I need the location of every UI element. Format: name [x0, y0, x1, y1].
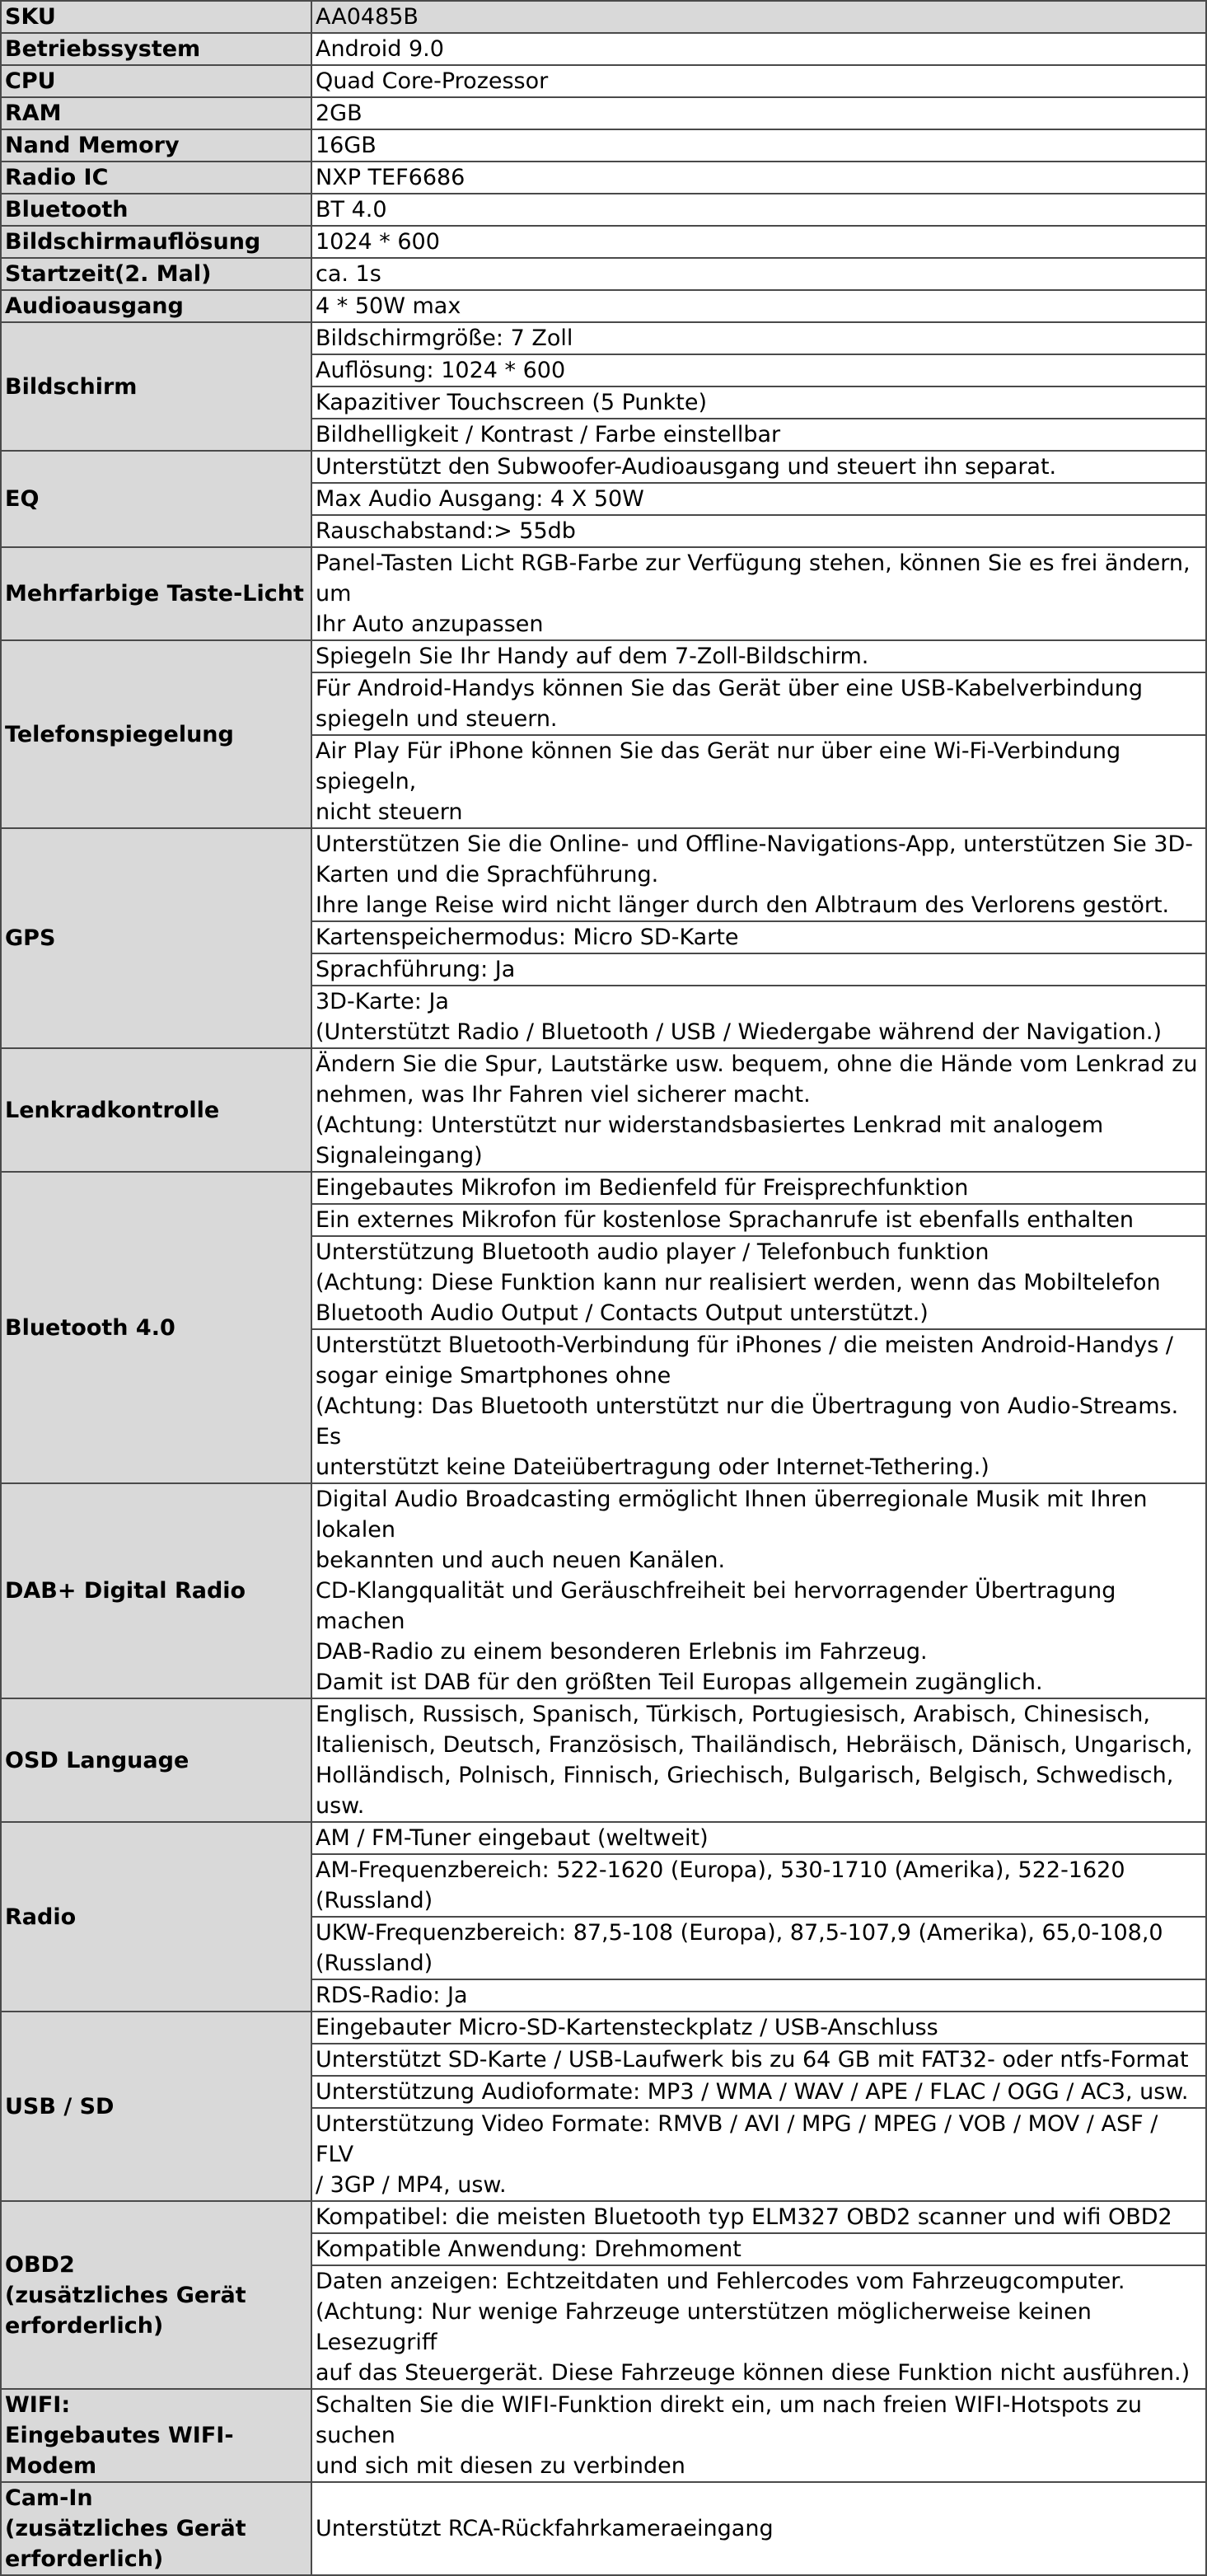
spec-value-line: 1024 * 600 [316, 229, 440, 255]
spec-value [311, 2044, 1206, 2076]
spec-label-text: RAM [5, 101, 62, 126]
spec-value-line: unterstützt keine Dateiübertragung oder Internet-Tethering.) [316, 1454, 989, 1480]
spec-label-text: USB / SD [5, 2093, 115, 2119]
spec-row [1, 194, 1206, 226]
spec-label [1, 2482, 311, 2575]
spec-value [311, 194, 1206, 226]
spec-value-line: Eingebautes Mikrofon im Bedienfeld für Freisprechfunktion [316, 1175, 969, 1201]
spec-table-body [1, 1, 1206, 2575]
spec-value-line: auf das Steuergerät. Diese Fahrzeuge können diese Funktion nicht ausführen.) [316, 2360, 1191, 2386]
spec-row [1, 547, 1206, 640]
spec-value-line: AA0485B [316, 4, 419, 30]
spec-value-line: Karten und die Sprachführung. [316, 862, 659, 888]
spec-value-line: Für Android-Handys können Sie das Gerät über eine USB-Kabelverbindung [316, 676, 1144, 701]
spec-value-line: Holländisch, Polnisch, Finnisch, Griechisch, Bulgarisch, Belgisch, Schwedisch, usw. [316, 1763, 1181, 1819]
spec-label-text: Radio IC [5, 165, 109, 190]
spec-label-text: EQ [5, 486, 40, 512]
spec-value [311, 1048, 1206, 1172]
spec-label-text: Bluetooth [5, 197, 129, 222]
spec-label [1, 451, 311, 547]
spec-row [1, 640, 1206, 672]
spec-label [1, 2389, 311, 2482]
spec-label [1, 2012, 311, 2201]
spec-value-line: Ihre lange Reise wird nicht länger durch den Albtraum des Verlorens gestört. [316, 892, 1170, 918]
spec-value-line: 3D-Karte: Ja [316, 989, 449, 1014]
spec-value [311, 547, 1206, 640]
spec-row [1, 1483, 1206, 1698]
spec-value-line: NXP TEF6686 [316, 165, 465, 190]
spec-value [311, 129, 1206, 162]
spec-row [1, 2201, 1206, 2233]
spec-value [311, 2265, 1206, 2389]
spec-label-text: SKU [5, 4, 56, 30]
spec-value [311, 2389, 1206, 2482]
spec-label-text: Bildschirm [5, 373, 138, 400]
spec-value-line: AM / FM-Tuner eingebaut (weltweit) [316, 1825, 709, 1851]
spec-label-text: Bildschirmauflösung [5, 229, 261, 255]
spec-value-line: / 3GP / MP4, usw. [316, 2172, 507, 2198]
spec-label [1, 828, 311, 1048]
spec-value-line: Quad Core-Prozessor [316, 68, 549, 94]
spec-value-line: Spiegeln Sie Ihr Handy auf dem 7-Zoll-Bildschirm. [316, 644, 869, 669]
spec-value [311, 1483, 1206, 1698]
spec-row [1, 258, 1206, 290]
spec-value [311, 97, 1206, 129]
spec-value-line: Englisch, Russisch, Spanisch, Türkisch, Portugiesisch, Arabisch, Chinesisch, [316, 1702, 1150, 1727]
spec-label-text: Lenkradkontrolle [5, 1097, 220, 1123]
spec-label-text: OBD2 (zusätzliches Gerät erforderlich) [5, 2251, 246, 2339]
spec-value-line: Unterstützung Video Formate: RMVB / AVI / MPG / MPEG / VOB / MOV / ASF / FLV [316, 2111, 1165, 2167]
spec-value [311, 1917, 1206, 1979]
spec-label-text: DAB+ Digital Radio [5, 1578, 246, 1604]
spec-row [1, 2012, 1206, 2044]
spec-label [1, 547, 311, 640]
spec-label-text: Audioausgang [5, 293, 184, 319]
spec-row [1, 451, 1206, 483]
spec-value-line: (Achtung: Unterstützt nur widerstandsbasiertes Lenkrad mit analogem [316, 1112, 1104, 1138]
spec-value-line: Unterstützt RCA-Rückfahrkameraeingang [316, 2516, 774, 2541]
spec-value-line: Unterstützt Bluetooth-Verbindung für iPhones / die meisten Android-Handys / [316, 1332, 1173, 1358]
spec-value-line: Digital Audio Broadcasting ermöglicht Ihnen überregionale Musik mit Ihren lokalen [316, 1487, 1155, 1543]
spec-label-text: Bluetooth 4.0 [5, 1314, 175, 1341]
spec-value [311, 1172, 1206, 1204]
spec-value-line: (Achtung: Nur wenige Fahrzeuge unterstützen möglicherweise keinen Lesezugriff [316, 2299, 1099, 2355]
spec-value [311, 451, 1206, 483]
spec-label [1, 640, 311, 828]
spec-label-text: OSD Language [5, 1747, 189, 1773]
spec-label [1, 162, 311, 194]
spec-value-line: Kompatibel: die meisten Bluetooth typ ELM327 OBD2 scanner und wifi OBD2 [316, 2204, 1172, 2230]
spec-value-line: sogar einige Smartphones ohne [316, 1363, 671, 1389]
spec-value-line: nicht steuern [316, 799, 463, 825]
spec-value-line: Android 9.0 [316, 36, 444, 62]
spec-value [311, 1204, 1206, 1236]
spec-value-line: 2GB [316, 101, 363, 126]
spec-value-line: Auflösung: 1024 * 600 [316, 358, 566, 383]
spec-value-line: CD-Klangqualität und Geräuschfreiheit bei hervorragender Übertragung machen [316, 1578, 1123, 1634]
spec-label [1, 33, 311, 65]
spec-value [311, 1822, 1206, 1854]
spec-value-line: bekannten und auch neuen Kanälen. [316, 1548, 726, 1573]
spec-label-text: Telefonspiegelung [5, 721, 234, 747]
spec-value-line: Bildschirmgröße: 7 Zoll [316, 326, 573, 351]
spec-value [311, 290, 1206, 322]
spec-value-line: 16GB [316, 133, 377, 158]
spec-value-line: Kompatible Anwendung: Drehmoment [316, 2236, 742, 2262]
spec-label [1, 322, 311, 451]
spec-value-line: Rauschabstand:> 55db [316, 518, 576, 544]
spec-value [311, 33, 1206, 65]
spec-value-line: BT 4.0 [316, 197, 387, 222]
spec-value-line: Unterstützen Sie die Online- und Offline-Navigations-App, unterstützen Sie 3D- [316, 831, 1194, 857]
spec-row [1, 33, 1206, 65]
spec-value-line: Italienisch, Deutsch, Französisch, Thailändisch, Hebräisch, Dänisch, Ungarisch, [316, 1732, 1193, 1758]
spec-value [311, 65, 1206, 97]
spec-value [311, 386, 1206, 419]
spec-value-line: Schalten Sie die WIFI-Funktion direkt ein, um nach freien WIFI-Hotspots zu suchen [316, 2392, 1149, 2448]
spec-row [1, 129, 1206, 162]
spec-label [1, 226, 311, 258]
spec-row [1, 1048, 1206, 1172]
spec-label-text: CPU [5, 68, 56, 94]
spec-label [1, 1698, 311, 1822]
spec-value [311, 162, 1206, 194]
spec-value-line: Max Audio Ausgang: 4 X 50W [316, 486, 644, 512]
spec-value-line: (Russland) [316, 1951, 433, 1976]
spec-label [1, 129, 311, 162]
spec-value [311, 2201, 1206, 2233]
spec-row [1, 2482, 1206, 2575]
spec-value [311, 1854, 1206, 1917]
spec-label [1, 194, 311, 226]
spec-row [1, 1822, 1206, 1854]
spec-value-line: Sprachführung: Ja [316, 957, 516, 982]
spec-value [311, 2108, 1206, 2201]
spec-value-line: spiegeln und steuern. [316, 706, 558, 732]
spec-value [311, 2482, 1206, 2575]
spec-value [311, 258, 1206, 290]
spec-row [1, 2389, 1206, 2482]
spec-value [311, 1698, 1206, 1822]
spec-value [311, 354, 1206, 386]
spec-row [1, 226, 1206, 258]
spec-value [311, 986, 1206, 1048]
spec-value [311, 2233, 1206, 2265]
spec-label [1, 1483, 311, 1698]
spec-label-text: Cam-In (zusätzliches Gerät erforderlich) [5, 2485, 246, 2572]
spec-value-line: Signaleingang) [316, 1143, 483, 1169]
spec-value [311, 672, 1206, 735]
spec-label-text: GPS [5, 925, 56, 951]
spec-value-line: Bildhelligkeit / Kontrast / Farbe einstellbar [316, 422, 781, 447]
spec-row [1, 162, 1206, 194]
spec-row [1, 1, 1206, 33]
spec-row [1, 97, 1206, 129]
spec-value-line: Panel-Tasten Licht RGB-Farbe zur Verfügung stehen, können Sie es frei ändern, um [316, 550, 1198, 607]
spec-label-text: Radio [5, 1904, 77, 1930]
spec-value-line: Bluetooth Audio Output / Contacts Output unterstützt.) [316, 1300, 929, 1326]
spec-value-line: UKW-Frequenzbereich: 87,5-108 (Europa), 87,5-107,9 (Amerika), 65,0-108,0 [316, 1920, 1163, 1946]
spec-value [311, 515, 1206, 547]
spec-label-text: WIFI: Eingebautes WIFI-Modem [5, 2392, 234, 2479]
spec-value [311, 921, 1206, 953]
spec-value-line: Eingebauter Micro-SD-Kartensteckplatz / USB-Anschluss [316, 2015, 938, 2040]
spec-value [311, 483, 1206, 515]
spec-value [311, 1979, 1206, 2012]
spec-label-text: Mehrfarbige Taste-Licht [5, 581, 304, 607]
spec-value [311, 953, 1206, 986]
spec-value-line: (Achtung: Das Bluetooth unterstützt nur die Übertragung von Audio-Streams. Es [316, 1393, 1186, 1450]
spec-row [1, 1172, 1206, 1204]
spec-value [311, 735, 1206, 828]
spec-value-line: und sich mit diesen zu verbinden [316, 2453, 685, 2479]
spec-value-line: RDS-Radio: Ja [316, 1983, 468, 2008]
spec-value [311, 226, 1206, 258]
spec-value-line: (Unterstützt Radio / Bluetooth / USB / Wiedergabe während der Navigation.) [316, 1019, 1163, 1045]
spec-label [1, 258, 311, 290]
spec-row [1, 828, 1206, 921]
spec-value-line: Daten anzeigen: Echtzeitdaten und Fehlercodes vom Fahrzeugcomputer. [316, 2269, 1125, 2294]
spec-label [1, 1048, 311, 1172]
spec-value-line: Air Play Für iPhone können Sie das Gerät nur über eine Wi-Fi-Verbindung spiegeln, [316, 738, 1128, 794]
spec-value [311, 419, 1206, 451]
spec-value-line: Unterstützt den Subwoofer-Audioausgang und steuert ihn separat. [316, 454, 1057, 480]
spec-label [1, 65, 311, 97]
spec-label [1, 2201, 311, 2389]
spec-value-line: (Achtung: Diese Funktion kann nur realisiert werden, wenn das Mobiltelefon [316, 1270, 1161, 1295]
spec-value-line: Kartenspeichermodus: Micro SD-Karte [316, 925, 739, 950]
spec-row [1, 290, 1206, 322]
spec-value-line: nehmen, was Ihr Fahren viel sicherer macht. [316, 1082, 811, 1108]
spec-value [311, 1236, 1206, 1329]
spec-value [311, 1329, 1206, 1483]
spec-value-line: Ihr Auto anzupassen [316, 611, 544, 637]
spec-value [311, 2076, 1206, 2108]
spec-value-line: ca. 1s [316, 261, 381, 287]
spec-value-line: AM-Frequenzbereich: 522-1620 (Europa), 530-1710 (Amerika), 522-1620 (Russland) [316, 1857, 1133, 1913]
spec-value-line: Kapazitiver Touchscreen (5 Punkte) [316, 390, 708, 415]
spec-value [311, 640, 1206, 672]
spec-value-line: Ein externes Mikrofon für kostenlose Sprachanrufe ist ebenfalls enthalten [316, 1207, 1134, 1233]
spec-label [1, 1, 311, 33]
spec-label-text: Startzeit(2. Mal) [5, 261, 212, 287]
spec-value-line: Unterstützt SD-Karte / USB-Laufwerk bis zu 64 GB mit FAT32- oder ntfs-Format [316, 2047, 1189, 2073]
spec-value-line: Damit ist DAB für den größten Teil Europas allgemein zugänglich. [316, 1670, 1043, 1695]
spec-label-text: Nand Memory [5, 133, 180, 158]
spec-label [1, 1172, 311, 1483]
spec-value-line: 4 * 50W max [316, 293, 461, 319]
spec-value-line: Ändern Sie die Spur, Lautstärke usw. bequem, ohne die Hände vom Lenkrad zu [316, 1051, 1198, 1077]
spec-row [1, 322, 1206, 354]
spec-row [1, 65, 1206, 97]
spec-value-line: DAB-Radio zu einem besonderen Erlebnis im Fahrzeug. [316, 1639, 928, 1665]
spec-label-text: Betriebssystem [5, 36, 201, 62]
spec-row [1, 1698, 1206, 1822]
spec-value [311, 1, 1206, 33]
spec-value [311, 2012, 1206, 2044]
spec-value [311, 322, 1206, 354]
spec-label [1, 290, 311, 322]
spec-label [1, 97, 311, 129]
spec-value-line: Unterstützung Audioformate: MP3 / WMA / WAV / APE / FLAC / OGG / AC3, usw. [316, 2079, 1189, 2105]
spec-label [1, 1822, 311, 2012]
spec-value [311, 828, 1206, 921]
spec-value-line: Unterstützung Bluetooth audio player / Telefonbuch funktion [316, 1239, 989, 1265]
